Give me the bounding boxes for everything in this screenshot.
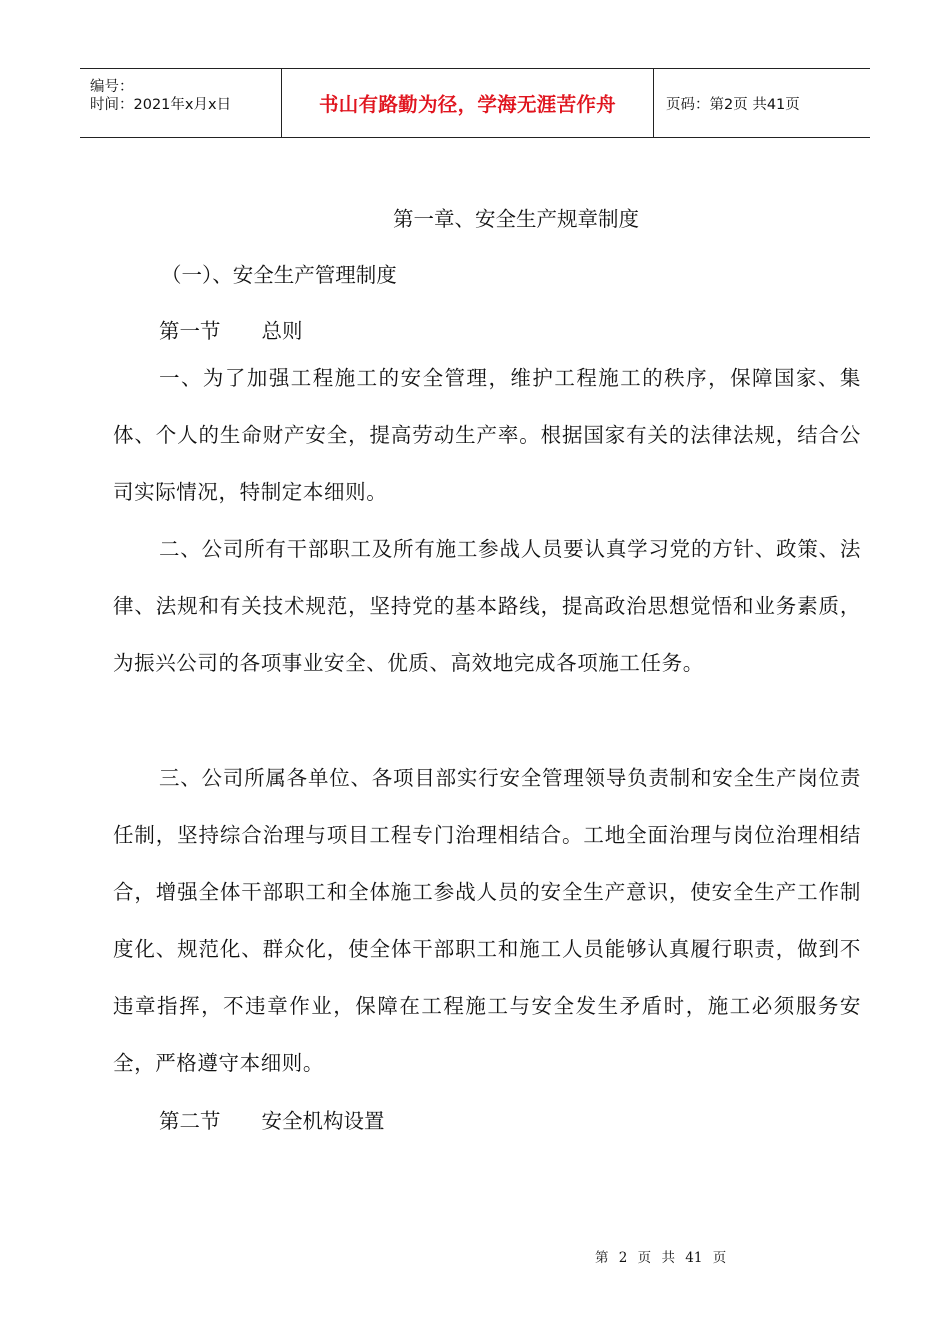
node2-title: 第二节 安全机构设置 [159,1109,385,1133]
paragraph-1: 一、为了加强工程施工的安全管理，维护工程施工的秩序，保障国家、集体、个人的生命财产安全，提高劳动生产率。根据国家有关的法律法规，结合公司实际情况，特制定本细则。 [113,366,861,504]
chapter-title: 第一章、安全生产规章制度 [393,207,639,231]
time-label: 时间：2021年x月x日 [90,97,232,113]
paragraph-2: 二、公司所有干部职工及所有施工参战人员要认真学习党的方针、政策、法律、法规和有关技术规范，坚持党的基本路线，提高政治思想觉悟和业务素质，为振兴公司的各项事业安全、优质、高效地完成各项施工任务。 [113,537,861,675]
page-info: 页码：第2页 共41页 [666,96,800,113]
node1-title: 第一节 总则 [159,319,303,343]
header-motto-cell [282,69,654,137]
header-meta-cell [80,69,282,137]
section-title: （一）、安全生产管理制度 [161,263,397,287]
paragraph-3: 三、公司所属各单位、各项目部实行安全管理领导负责制和安全生产岗位责任制，坚持综合治理与项目工程专门治理相结合。工地全面治理与岗位治理相结合，增强全体干部职工和全体施工参战人员的安全生产意识，使安全生产工作制度化、规范化、群众化，使全体干部职工和施工人员能够认真履行职责，做到不违章指挥，不违章作业，保障在工程施工与安全发生矛盾时，施工必须服务安全，严格遵守本细则。 [113,766,861,1075]
page-header [80,68,870,138]
footer-page-number: 第 2 页 共 41 页 [595,1250,727,1266]
number-label: 编号： [90,79,134,95]
header-page-cell [654,69,870,137]
motto-text: 书山有路勤为径，学海无涯苦作舟 [318,93,616,116]
